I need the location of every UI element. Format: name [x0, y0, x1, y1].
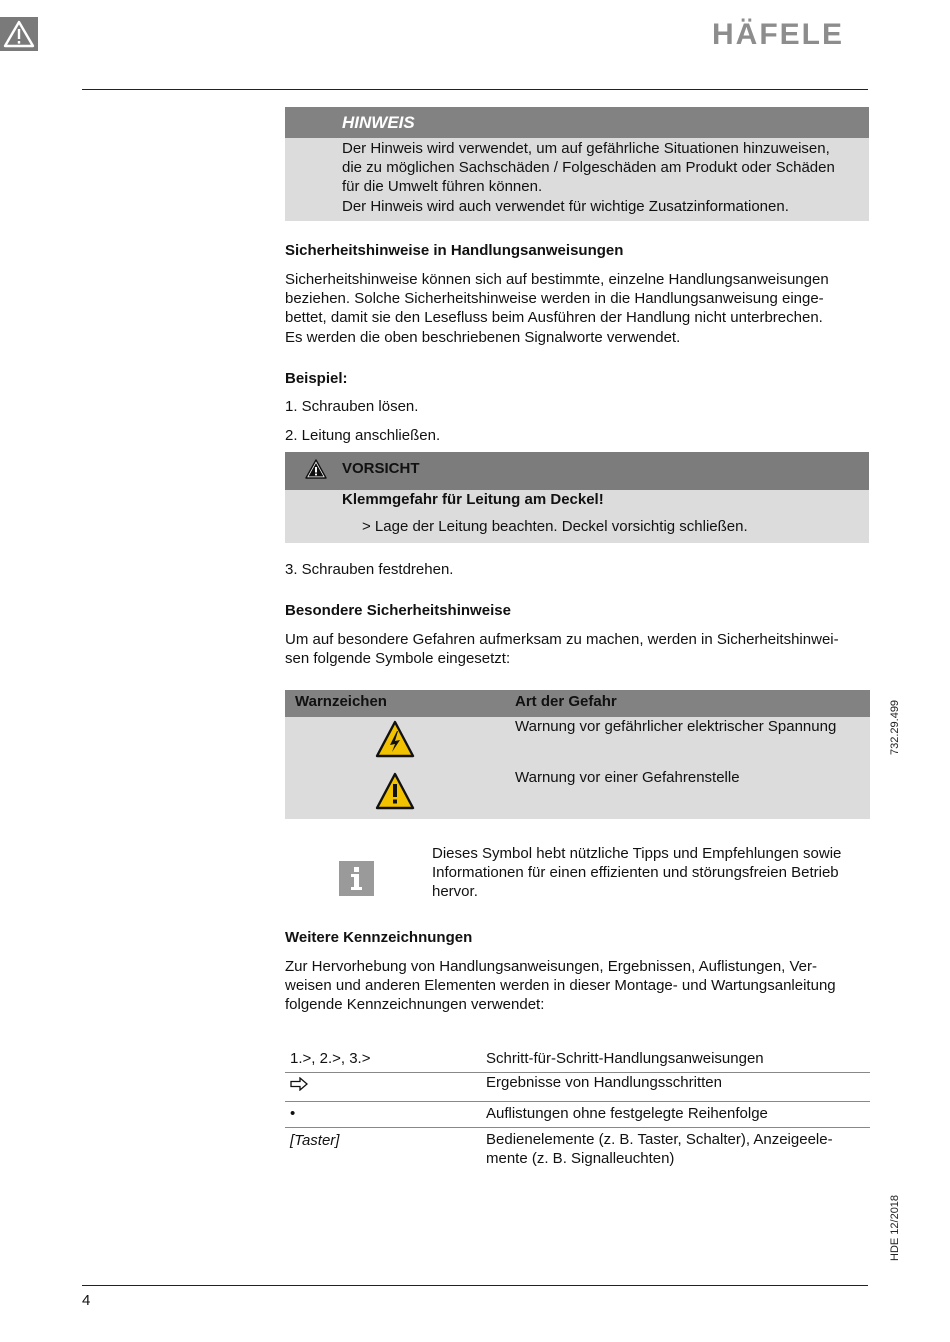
warning-row-text: Warnung vor gefährlicher elektrischer Spannung [515, 718, 837, 735]
hinweis-body [285, 138, 869, 221]
header-rule [82, 89, 868, 90]
page-number: 4 [82, 1292, 91, 1309]
vorsicht-header [285, 452, 869, 490]
paragraph-line: Zur Hervorhebung von Handlungsanweisungen, Ergebnissen, Auflistungen, Ver- [285, 958, 818, 975]
vorsicht-subtitle: Klemmgefahr für Leitung am Deckel! [342, 491, 604, 508]
paragraph-line: Informationen für einen effizienten und störungsfreien Betrieb [432, 864, 839, 882]
example-step-3: 3. Schrauben festdrehen. [285, 561, 454, 578]
result-arrow-icon [290, 1077, 308, 1095]
hinweis-title: HINWEIS [342, 113, 415, 132]
warning-row-text: Warnung vor einer Gefahrenstelle [515, 769, 740, 786]
example-step-2: 2. Leitung anschließen. [285, 427, 441, 444]
electrical-hazard-icon [375, 720, 415, 762]
general-hazard-icon [375, 772, 415, 814]
paragraph-line: bettet, damit sie den Lesefluss beim Ausführen der Handlung nicht unterbrechen. [285, 309, 823, 327]
hinweis-line: die zu möglichen Sachschäden / Folgeschäden am Produkt oder Schäden [342, 159, 835, 177]
hinweis-line: Der Hinweis wird auch verwendet für wichtige Zusatzinformationen. [342, 197, 789, 215]
table-row [285, 1128, 870, 1172]
brand-logo [712, 14, 868, 56]
description-line: Bedienelemente (z. B. Taster, Schalter), Anzeigeele- [486, 1131, 833, 1148]
paragraph-line: weisen und anderen Elementen werden in dieser Montage- und Wartungsanleitung [285, 977, 836, 995]
section1-paragraph [285, 270, 870, 347]
marking-description: Ergebnisse von Handlungsschritten [486, 1074, 722, 1091]
warning-table-col2: Art der Gefahr [515, 693, 617, 710]
vorsicht-action: > Lage der Leitung beachten. Deckel vorsichtig schließen. [362, 518, 748, 535]
caution-triangle-icon [305, 459, 327, 483]
hinweis-line: für die Umwelt führen können. [342, 178, 543, 196]
section-heading-weitere: Weitere Kennzeichnungen [285, 929, 473, 946]
marking-description [486, 1130, 833, 1168]
table-row [285, 1073, 870, 1102]
section3-paragraph [285, 957, 870, 1015]
marking-description: Schritt-für-Schritt-Handlungsanweisungen [486, 1050, 764, 1067]
vorsicht-title: VORSICHT [342, 460, 420, 477]
info-paragraph [432, 844, 872, 902]
edition-label: HDE 12/2018 [889, 1194, 901, 1261]
document-number: 732.29.499 [889, 699, 901, 755]
example-label: Beispiel: [285, 370, 348, 387]
marking-symbol: [Taster] [290, 1132, 340, 1149]
marking-description: Auflistungen ohne festgelegte Reihenfolge [486, 1105, 768, 1122]
hinweis-header [285, 107, 869, 138]
warning-table-body [285, 717, 870, 819]
paragraph-line: Sicherheitshinweise können sich auf bestimmte, einzelne Handlungsanweisungen [285, 271, 829, 288]
hinweis-line: Der Hinweis wird verwendet, um auf gefährliche Situationen hinzuweisen, [342, 140, 830, 157]
paragraph-line: Dieses Symbol hebt nützliche Tipps und Empfehlungen sowie [432, 845, 842, 862]
paragraph-line: Um auf besondere Gefahren aufmerksam zu machen, werden in Sicherheitshinwei- [285, 631, 839, 648]
marking-symbol: • [290, 1105, 296, 1122]
section-heading-besondere: Besondere Sicherheitshinweise [285, 602, 511, 619]
warning-triangle-icon [0, 17, 38, 51]
svg-text:HÄFELE: HÄFELE [712, 18, 844, 48]
warning-table-header [285, 690, 870, 717]
example-step-1: 1. Schrauben lösen. [285, 398, 419, 415]
section2-paragraph [285, 630, 870, 668]
table-row [285, 1102, 870, 1128]
paragraph-line: hervor. [432, 883, 478, 901]
description-line: mente (z. B. Signalleuchten) [486, 1150, 675, 1168]
section-heading-handlungsanweisungen: Sicherheitshinweise in Handlungsanweisungen [285, 242, 624, 259]
paragraph-line: Es werden die oben beschriebenen Signalworte verwendet. [285, 328, 681, 346]
marking-symbol: 1.>, 2.>, 3.> [290, 1050, 371, 1067]
paragraph-line: beziehen. Solche Sicherheitshinweise werden in die Handlungsanweisung einge- [285, 290, 824, 308]
markings-table [285, 1048, 870, 1172]
paragraph-line: sen folgende Symbole eingesetzt: [285, 650, 511, 668]
warning-table-col1: Warnzeichen [295, 693, 387, 710]
vorsicht-body [285, 490, 869, 543]
info-icon [339, 861, 374, 900]
paragraph-line: folgende Kennzeichnungen verwendet: [285, 996, 545, 1014]
brand-logo-graphic [712, 14, 868, 48]
table-row [285, 1048, 870, 1073]
footer-rule [82, 1285, 868, 1286]
